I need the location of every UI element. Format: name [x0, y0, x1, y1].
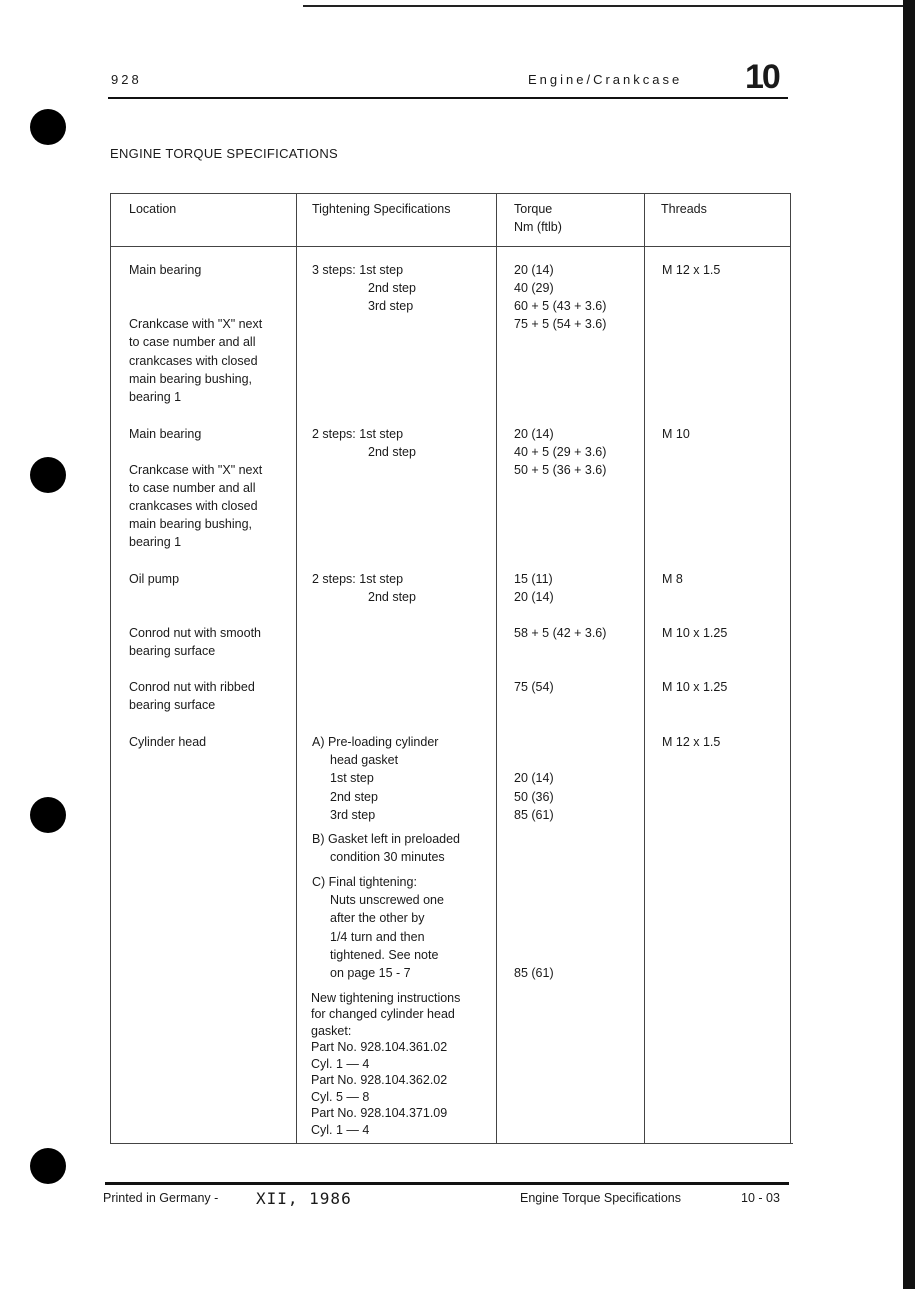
- document-title: ENGINE TORQUE SPECIFICATIONS: [110, 146, 338, 161]
- gasket-note: for changed cylinder head: [311, 1007, 455, 1021]
- row-threads: M 12 x 1.5: [662, 735, 721, 749]
- gasket-note: Cyl. 5 — 8: [311, 1090, 370, 1104]
- row-spec: A) Pre-loading cylinder: [312, 735, 439, 749]
- row-spec: condition 30 minutes: [330, 850, 445, 864]
- row-torque: 58 + 5 (42 + 3.6): [514, 626, 607, 640]
- row-torque: 85 (61): [514, 966, 554, 980]
- table-header-divider: [110, 246, 791, 247]
- table-border-right: [790, 193, 791, 1144]
- row-location: Main bearing: [129, 427, 202, 441]
- header-section-title: Engine/Crankcase: [528, 72, 683, 87]
- row-location: crankcases with closed: [129, 499, 258, 513]
- row-torque: 75 + 5 (54 + 3.6): [514, 317, 607, 331]
- row-location: Conrod nut with ribbed: [129, 680, 255, 694]
- column-header-threads: Threads: [661, 202, 707, 216]
- row-spec: on page 15 - 7: [330, 966, 411, 980]
- row-location: bearing surface: [129, 698, 216, 712]
- row-spec: 2nd step: [368, 281, 416, 295]
- row-torque: 20 (14): [514, 427, 554, 441]
- punch-hole: [30, 109, 66, 145]
- gasket-note: Cyl. 1 — 4: [311, 1057, 370, 1071]
- row-spec: 2nd step: [368, 445, 416, 459]
- row-location: to case number and all: [129, 335, 256, 349]
- row-spec: 2nd step: [368, 590, 416, 604]
- row-location: bearing 1: [129, 535, 182, 549]
- row-location: main bearing bushing,: [129, 517, 252, 531]
- punch-hole: [30, 457, 66, 493]
- row-threads: M 12 x 1.5: [662, 263, 721, 277]
- column-header-torque-unit: Nm (ftlb): [514, 220, 562, 234]
- row-location: Crankcase with "X" next: [129, 463, 263, 477]
- row-torque: 50 + 5 (36 + 3.6): [514, 463, 607, 477]
- row-spec: B) Gasket left in preloaded: [312, 832, 460, 846]
- row-spec: Nuts unscrewed one: [330, 893, 444, 907]
- row-location: to case number and all: [129, 481, 256, 495]
- punch-hole: [30, 797, 66, 833]
- row-threads: M 10 x 1.25: [662, 626, 728, 640]
- column-header-location: Location: [129, 202, 177, 216]
- row-spec: head gasket: [330, 753, 399, 767]
- footer-printed: Printed in Germany -: [103, 1191, 219, 1205]
- row-spec: 3 steps: 1st step: [312, 263, 404, 277]
- row-spec: 2nd step: [330, 790, 378, 804]
- header-rule: [108, 97, 788, 99]
- row-location: Crankcase with "X" next: [129, 317, 263, 331]
- row-spec: tightened. See note: [330, 948, 439, 962]
- row-location: bearing surface: [129, 644, 216, 658]
- gasket-note: New tightening instructions: [311, 991, 461, 1005]
- row-location: Oil pump: [129, 572, 180, 586]
- row-location: main bearing bushing,: [129, 372, 252, 386]
- row-spec: C) Final tightening:: [312, 875, 417, 889]
- row-torque: 20 (14): [514, 263, 554, 277]
- footer-date: XII, 1986: [256, 1189, 352, 1208]
- right-edge-bar: [903, 0, 915, 1289]
- footer-rule: [105, 1182, 789, 1185]
- table-border-bottom: [110, 1143, 793, 1144]
- table-border-left: [110, 193, 111, 1144]
- row-torque: 20 (14): [514, 771, 554, 785]
- column-divider: [296, 193, 297, 1144]
- row-spec: 3rd step: [330, 808, 376, 822]
- row-spec: 2 steps: 1st step: [312, 427, 404, 441]
- header-section-number: 10: [745, 58, 779, 96]
- row-torque: 40 + 5 (29 + 3.6): [514, 445, 607, 459]
- gasket-note: gasket:: [311, 1024, 352, 1038]
- gasket-note: Part No. 928.104.371.09: [311, 1106, 448, 1120]
- row-location: Conrod nut with smooth: [129, 626, 262, 640]
- column-divider: [496, 193, 497, 1144]
- column-divider: [644, 193, 645, 1144]
- row-spec: 1/4 turn and then: [330, 930, 425, 944]
- footer-page: 10 - 03: [741, 1191, 780, 1205]
- table-border-top: [110, 193, 791, 194]
- row-location: Cylinder head: [129, 735, 207, 749]
- row-torque: 75 (54): [514, 680, 554, 694]
- footer-title: Engine Torque Specifications: [520, 1191, 681, 1205]
- column-header-spec: Tightening Specifications: [312, 202, 451, 216]
- row-spec: 1st step: [330, 771, 374, 785]
- punch-hole: [30, 1148, 66, 1184]
- top-edge-line: [303, 5, 903, 7]
- gasket-note: Part No. 928.104.362.02: [311, 1073, 448, 1087]
- row-torque: 15 (11): [514, 572, 553, 586]
- row-spec: after the other by: [330, 911, 425, 925]
- column-header-torque: Torque: [514, 202, 553, 216]
- header-model: 928: [111, 72, 142, 87]
- row-threads: M 10 x 1.25: [662, 680, 728, 694]
- gasket-note: Part No. 928.104.361.02: [311, 1040, 448, 1054]
- row-location: Main bearing: [129, 263, 202, 277]
- row-spec: 3rd step: [368, 299, 414, 313]
- row-spec: 2 steps: 1st step: [312, 572, 404, 586]
- gasket-note: Cyl. 1 — 4: [311, 1123, 370, 1137]
- row-torque: 20 (14): [514, 590, 554, 604]
- row-torque: 40 (29): [514, 281, 554, 295]
- row-threads: M 8: [662, 572, 683, 586]
- row-torque: 50 (36): [514, 790, 554, 804]
- row-torque: 85 (61): [514, 808, 554, 822]
- row-location: bearing 1: [129, 390, 182, 404]
- row-location: crankcases with closed: [129, 354, 258, 368]
- row-torque: 60 + 5 (43 + 3.6): [514, 299, 607, 313]
- row-threads: M 10: [662, 427, 690, 441]
